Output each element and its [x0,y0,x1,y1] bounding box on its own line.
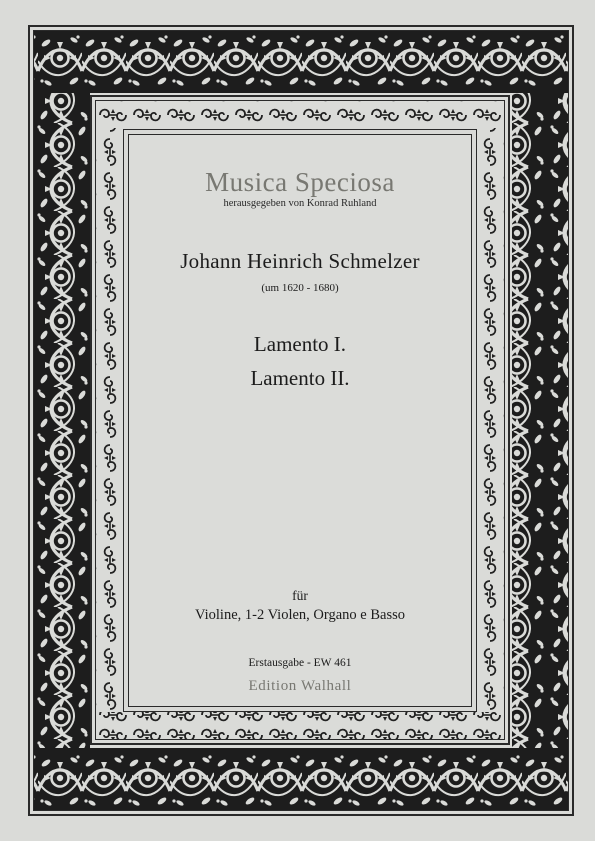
edition-info: Erstausgabe - EW 461 [248,657,352,669]
work-title-1: Lamento I. [253,332,347,356]
composer-name: Johann Heinrich Schmelzer [180,249,420,273]
publisher-name: Edition Walhall [248,678,352,694]
instrumentation-prefix: für [292,588,308,603]
work-title-2: Lamento II. [250,366,350,390]
composer-dates: (um 1620 - 1680) [261,282,339,294]
series-title: Musica Speciosa [205,167,395,197]
series-editor: herausgegeben von Konrad Ruhland [223,198,377,209]
instrumentation: Violine, 1-2 Violen, Organo e Basso [195,607,405,623]
